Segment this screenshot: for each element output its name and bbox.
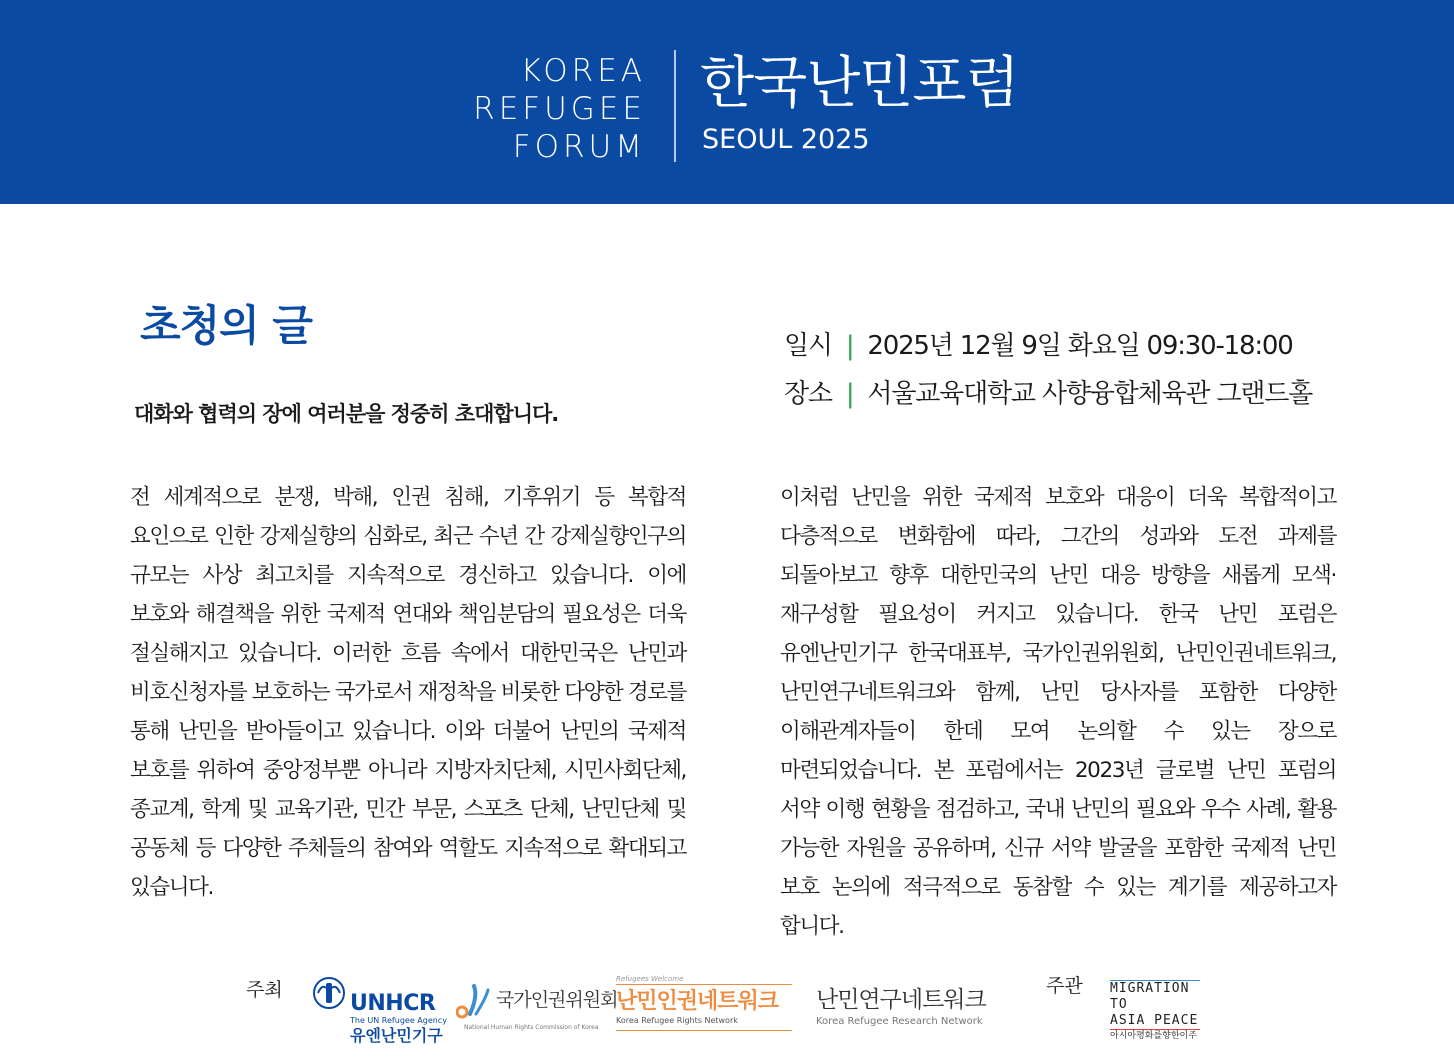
body-paragraph-right: 이처럼 난민을 위한 국제적 보호와 대응이 더욱 복합적이고 다층적으로 변화함에 따라, 그간의 성과와 도전 과제를 되돌아보고 향후 대한민국의 난민 대응 방향을 새롭게 모색·재구성할 필요성이 커지고 있습니다. 한국 난민 포럼은 유엔난민기구 한국대표부, 국가인권위원회, 난민인권네트워크, 난민연구네트워크와 함께, 난민 당사자를 포함한 다양한 이해관계자들이 한데 모여 논의할 수 있는 장으로 마련되었습니다. 본 포럼에서는 2023년 글로벌 난민 포럼의 서약 이행 현황을 점검하고, 국내 난민의 필요와 우수 사례, 활용 가능한 자원을 공유하며, 신규 서약 발굴을 포함한 국제적 난민 보호 논의에 적극적으로 동참할 수 있는 계기를 제공하고자 합니다. — [780, 485, 1336, 939]
unhcr-tagline: The UN Refugee Agency — [350, 1016, 447, 1025]
footer-sponsors — [0, 960, 1454, 1064]
page-subtitle: 대화와 협력의 장에 여러분을 정중히 초대합니다. — [134, 402, 559, 426]
brand-english — [473, 52, 646, 166]
venue-separator: | — [845, 379, 854, 409]
event-info — [784, 322, 1312, 418]
brand-en-line-1: KOREA — [520, 53, 646, 89]
nhrck-english: National Human Rights Commission of Korea — [464, 1024, 599, 1031]
mtap-line-2: TO — [1110, 997, 1128, 1012]
venue-value: 서울교육대학교 사향융합체육관 그랜드홀 — [867, 379, 1313, 409]
krn-small-text: Refugees Welcome — [616, 975, 684, 983]
krn-bottom-rule — [616, 1030, 792, 1031]
unhcr-emblem-icon — [312, 976, 346, 1010]
nhrck-logo — [456, 964, 618, 1036]
krn-top-rule — [616, 984, 792, 985]
krrn-korean: 난민연구네트워크 — [816, 987, 986, 1013]
brand-en-line-2: REFUGEE — [473, 91, 646, 127]
brand-korean: 한국난민포럼 — [700, 51, 1019, 116]
event-date-row — [784, 322, 1312, 370]
brand-divider — [674, 50, 676, 162]
nhrck-emblem-icon — [456, 984, 496, 1020]
unhcr-logo — [312, 976, 447, 1048]
krn-logo — [616, 966, 796, 1036]
body-paragraph-left: 전 세계적으로 분쟁, 박해, 인권 침해, 기후위기 등 복합적 요인으로 인한 강제실향의 심화로, 최근 수년 간 강제실향인구의 규모는 사상 최고치를 지속적으로 경신하고 있습니다. 이에 보호와 해결책을 위한 국제적 연대와 책임분담의 필요성은 더욱 절실해지고 있습니다. 이러한 흐름 속에서 대한민국은 난민과 비호신청자를 보호하는 국가로서 재정착을 비롯한 다양한 경로를 통해 난민을 받아들이고 있습니다. 이와 더불어 난민의 국제적 보호를 위하여 중앙정부뿐 아니라 지방자치단체, 시민사회단체, 종교계, 학계 및 교육기관, 민간 부문, 스포츠 단체, 난민단체 및 공동체 등 다양한 주체들의 참여와 역할도 지속적으로 확대되고 있습니다. — [130, 485, 686, 900]
mtap-line-1: MIGRATION — [1110, 981, 1190, 996]
date-label: 일시 — [784, 331, 832, 361]
brand-en-line-3: FORUM — [512, 129, 646, 165]
nhrck-korean: 국가인권위원회 — [496, 989, 618, 1011]
mtap-korean: 아시아평화를향한이주 — [1110, 1031, 1197, 1041]
unhcr-name: UNHCR — [350, 991, 436, 1016]
event-venue-row — [784, 370, 1312, 418]
krrn-english: Korea Refugee Research Network — [816, 1016, 983, 1027]
unhcr-korean: 유엔난민기구 — [350, 1026, 443, 1045]
date-separator: | — [845, 331, 854, 361]
organizer-label: 주관 — [1046, 975, 1083, 997]
date-value: 2025년 12월 9일 화요일 09:30-18:00 — [867, 331, 1293, 361]
mtap-line-3: ASIA PEACE — [1110, 1013, 1199, 1028]
krn-english: Korea Refugee Rights Network — [616, 1016, 738, 1025]
host-label: 주최 — [246, 979, 283, 1001]
page-title: 초청의 글 — [140, 301, 312, 350]
brand-subtitle: SEOUL 2025 — [702, 124, 870, 155]
krn-korean: 난민인권네트워크 — [616, 989, 779, 1014]
krrn-logo — [816, 964, 986, 1036]
header-banner — [0, 0, 1454, 204]
mtap-logo — [1110, 980, 1200, 1042]
venue-label: 장소 — [784, 379, 832, 409]
